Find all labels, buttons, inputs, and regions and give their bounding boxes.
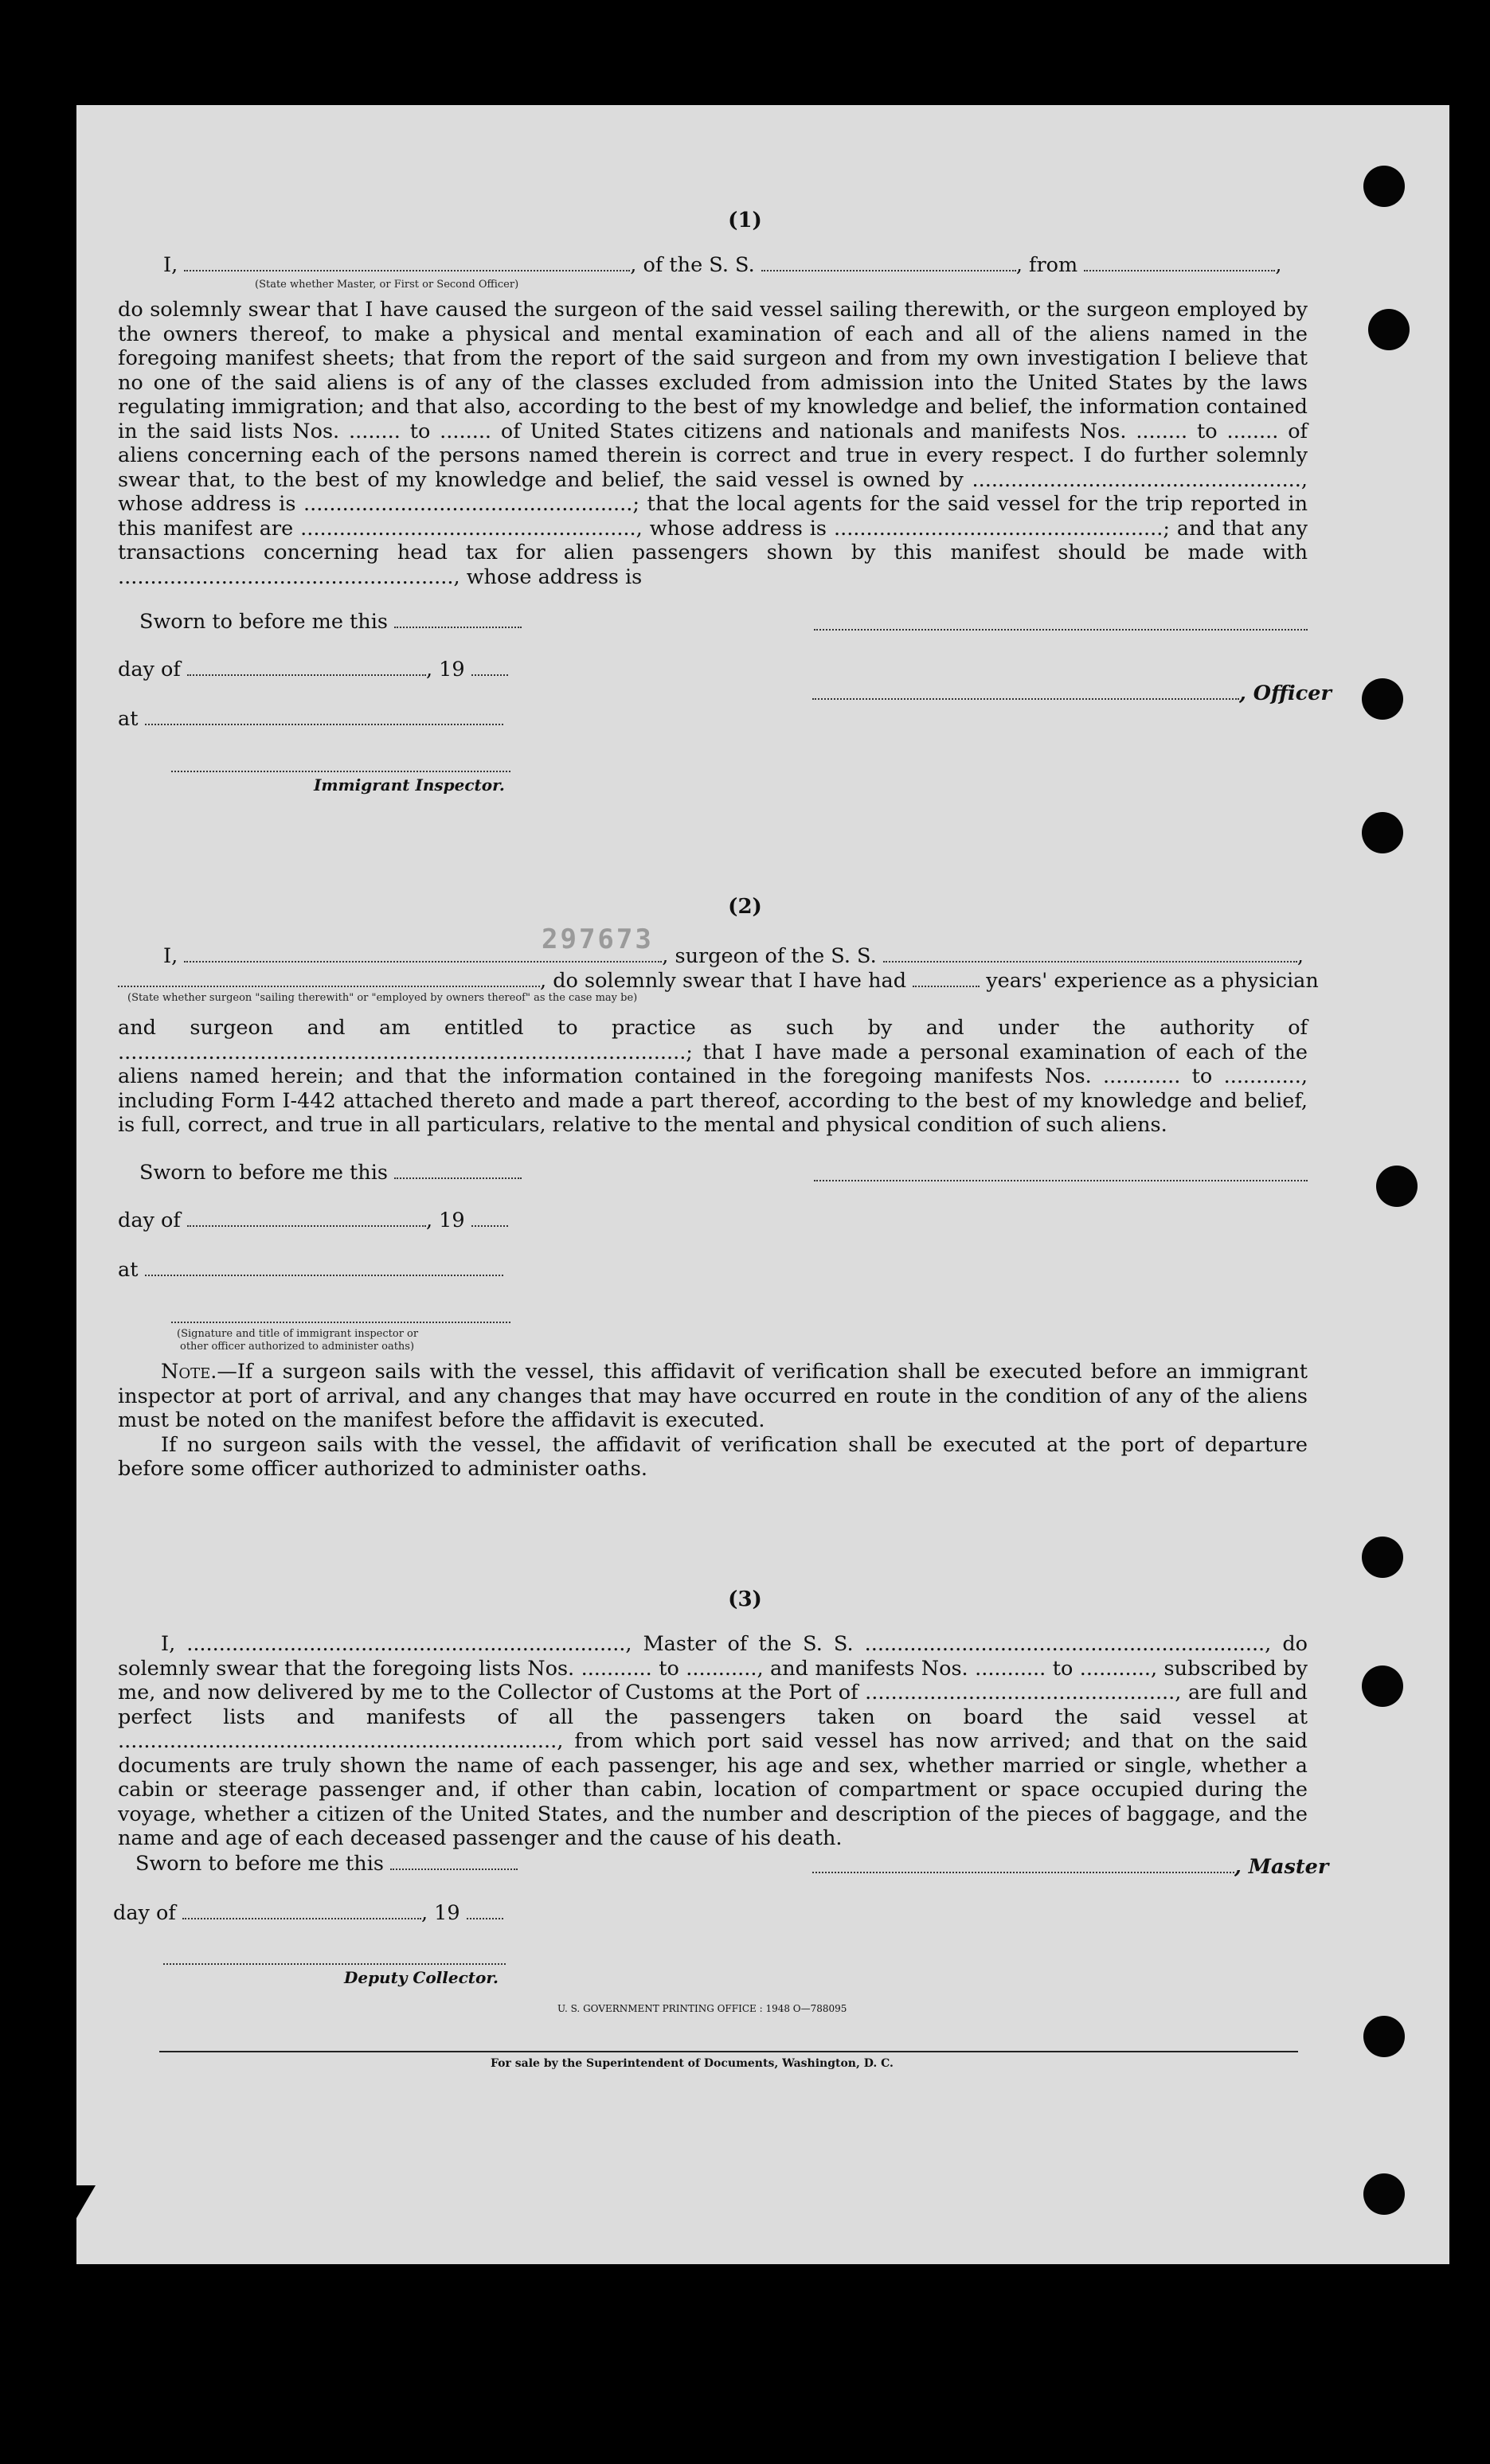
at-1: at xyxy=(118,707,503,731)
note-paragraph-1: —If a surgeon sails with the vessel, this affidavit of verification shall be executed before an immigrant inspector at port of arrival, and any changes that may have occurred en route in the condition of any of the aliens must be noted on the manifest before the affidavit is executed. xyxy=(118,1360,1308,1432)
punch-hole xyxy=(1362,678,1403,720)
section-1-number: (1) xyxy=(728,209,762,232)
surgeon-status-note: (State whether surgeon "sailing therewith" or "employed by owners thereof" as the case may be) xyxy=(127,992,638,1004)
sworn-date-field[interactable] xyxy=(394,612,522,628)
section-1-first-line: I, , of the S. S. , from , xyxy=(163,253,1282,277)
sworn-label-1: Sworn to before me this xyxy=(139,610,522,634)
surgeon-signature-line[interactable] xyxy=(814,1180,1308,1181)
day-of-field[interactable] xyxy=(182,1904,421,1919)
years-field[interactable] xyxy=(913,971,980,987)
sworn-date-field[interactable] xyxy=(390,1854,518,1870)
section-1-paragraph: do solemnly swear that I have caused the surgeon of the said vessel sailing therewith, or the surgeon employed by the owners thereof, to make a physical and mental examination of each and all of the aliens named in the foregoing manifest sheets; that from the report of the said surgeon and from my own investigation I believe that no one of the said aliens is of any of the classes excluded from admission into the United States by the laws regulating immigration; and that also, according to the best of my knowledge and belief, the information contained in the said lists Nos. ........ to ........ of United States citizens and nationals and manifests Nos. ........ to ........ of aliens concerning each of the persons named therein is correct and true in every respect. I do further solemnly swear that, to the best of my knowledge and belief, the said vessel is owned by ..................................................., whose address is ...................................................; that the local agents for the said vessel for the trip reported in this manifest are ...................................................., whose address is ...................................................; and that any transactions concerning head tax for alien passengers shown by this manifest should be made with ...................................................., whose address is xyxy=(118,298,1308,589)
note-block xyxy=(118,1360,1308,1482)
from-port-field[interactable] xyxy=(1084,256,1275,271)
punch-hole xyxy=(1362,812,1403,853)
inspector-caption: Immigrant Inspector. xyxy=(314,775,505,795)
sworn-label-2: Sworn to before me this xyxy=(139,1161,522,1185)
punch-hole xyxy=(1368,309,1410,350)
surgeon-ship-field[interactable] xyxy=(883,947,1297,963)
punch-hole xyxy=(1363,2173,1405,2215)
at-field[interactable] xyxy=(145,709,503,725)
day-of-3: day of , 19 xyxy=(113,1901,503,1925)
officer-signature-line-top[interactable] xyxy=(814,629,1308,631)
title-note: (State whether Master, or First or Second Officer) xyxy=(255,279,519,291)
note-paragraph-2: If no surgeon sails with the vessel, the affidavit of verification shall be executed at the port of departure before some officer authorized to administer oaths. xyxy=(118,1432,1308,1481)
punch-hole xyxy=(1363,166,1405,207)
signature-note-1: (Signature and title of immigrant inspector or xyxy=(177,1328,419,1340)
section-3-number: (3) xyxy=(728,1587,762,1611)
label-from: , from xyxy=(1015,253,1078,277)
stamp-number: 297673 xyxy=(542,924,654,955)
punch-hole xyxy=(1363,2016,1405,2057)
inspector-signature-line[interactable] xyxy=(171,771,510,772)
deputy-caption: Deputy Collector. xyxy=(344,1968,499,1987)
day-of-field[interactable] xyxy=(187,660,426,676)
day-of-field[interactable] xyxy=(187,1211,426,1227)
section-2-number: (2) xyxy=(728,895,762,919)
day-of-2: day of , 19 xyxy=(118,1209,508,1232)
section-2-paragraph: and surgeon and am entitled to practice as such by and under the authority of ........................................................................................; that I have made a personal examination of each of the aliens named herein; and that the information contained in the foregoing manifests Nos. ............ to ............, including Form I-442 attached thereto and made a part thereof, according to the best of my knowledge and belief, is full, correct, and true in all particulars, relative to the mental and physical condition of such aliens. xyxy=(118,1016,1308,1137)
label-i: I, xyxy=(163,253,178,277)
deputy-signature-line[interactable] xyxy=(163,1963,506,1965)
torn-corner xyxy=(40,2185,96,2281)
master-signature: , Master xyxy=(812,1855,1328,1879)
punch-hole xyxy=(1376,1166,1418,1207)
surgeon-status-field[interactable] xyxy=(118,971,540,987)
surgeon-name-field[interactable] xyxy=(184,947,662,963)
punch-hole xyxy=(1362,1665,1403,1707)
year-field[interactable] xyxy=(471,1211,508,1227)
note-label: Note. xyxy=(161,1360,217,1384)
year-field[interactable] xyxy=(467,1904,503,1919)
ship-name-field[interactable] xyxy=(761,256,1016,271)
at-field[interactable] xyxy=(145,1260,503,1276)
at-2: at xyxy=(118,1258,503,1282)
officer-signature-field[interactable] xyxy=(812,684,1239,700)
day-of-1: day of , 19 xyxy=(118,658,508,681)
footer-sale-note: For sale by the Superintendent of Documents, Washington, D. C. xyxy=(491,2057,894,2070)
master-signature-field[interactable] xyxy=(812,1857,1234,1873)
officer-signature: , Officer xyxy=(812,681,1332,705)
section-2-line-2: , do solemnly swear that I have had years' experience as a physician xyxy=(118,969,1319,993)
sworn-date-field[interactable] xyxy=(394,1163,522,1179)
section-3-paragraph: I, ...................................................................., Master of the S. S. .............................................................., do solemnly swear that the foregoing lists Nos. ........... to ..........., and manifests Nos. ........... to ..........., subscribed by me, and now delivered by me to the Collector of Customs at the Port of ................................................, are full and perfect lists and manifests of all the passengers taken on board the said vessel at ...................................................................., from which port said vessel has now arrived; and that on the said documents are truly shown the name of each passenger, his age and sex, whether married or single, whether a cabin or steerage passenger and, if other than cabin, location of compartment or space occupied during the voyage, whether a citizen of the United States, and the number and description of the pieces of baggage, and the name and age of each deceased passenger and the cause of his death. xyxy=(118,1632,1308,1850)
label-of-ss: , of the S. S. xyxy=(630,253,755,277)
sworn-label-3: Sworn to before me this xyxy=(135,1852,518,1876)
punch-hole xyxy=(1362,1537,1403,1578)
name-field[interactable] xyxy=(184,256,630,271)
footer-rule xyxy=(159,2051,1298,2052)
printing-office-line: U. S. GOVERNMENT PRINTING OFFICE : 1948 O—788095 xyxy=(557,2003,847,2014)
signature-note-2: other officer authorized to administer oaths) xyxy=(180,1341,415,1353)
section-2-line-1: I, , surgeon of the S. S. , xyxy=(163,944,1304,968)
inspector-signature-line-2[interactable] xyxy=(171,1322,510,1323)
year-field[interactable] xyxy=(471,660,508,676)
